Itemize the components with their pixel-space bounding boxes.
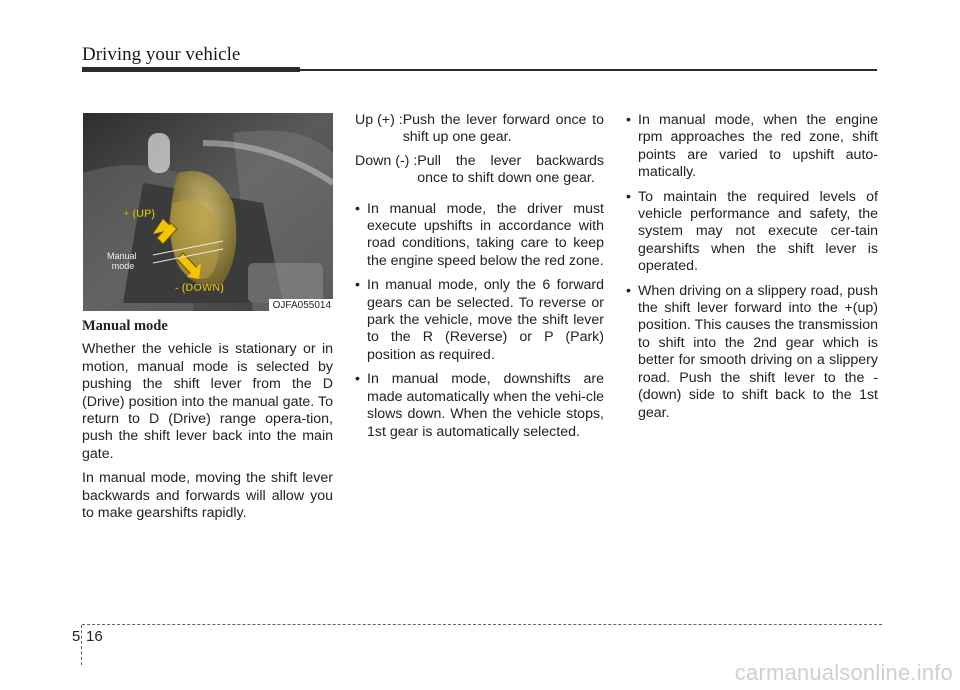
bullet-list (626, 112, 878, 422)
definition-term: Down (-) : (355, 152, 418, 169)
footer-rule (82, 624, 882, 625)
definition-down (355, 153, 604, 188)
list-item: • In manual mode, only the 6 forward gears can be selected. To reverse or park the vehicle, move the shift lever to the R (Reverse) or P (Park) position as required. (355, 277, 604, 364)
header-rule-thick (82, 67, 300, 72)
list-item: • When driving on a slippery road, push the shift lever forward into the +(up) position. This causes the transmission to shift into the 2nd gear which is better for smooth driving on a slippery road. Push the shift lever to the -(down) side to shift back to the 1st gear. (626, 283, 878, 422)
column-3 (626, 112, 878, 429)
definition-term: Up (+) : (355, 112, 403, 128)
section-title: Manual mode (82, 318, 168, 334)
column-1 (82, 318, 333, 529)
paragraph: Whether the vehicle is stationary or in motion, manual mode is selected by pushing the shift lever from the D (Drive) position into the manual gate. To return to D (Drive) range opera-tion, push the shift lever back into the main gate. (82, 341, 333, 462)
up-label: + (UP) (123, 208, 156, 220)
header-rule-thin (300, 69, 877, 71)
manual-mode-label: Manual mode (106, 251, 137, 271)
list-item: • In manual mode, when the engine rpm approaches the red zone, shift points are varied to upshift auto-matically. (626, 112, 878, 182)
list-item: • To maintain the required levels of vehicle performance and safety, the system may not execute cer-tain gearshifts when the shift lever is operated. (626, 189, 878, 276)
watermark: carmanualsonline.info (734, 660, 953, 685)
gear-shift-figure (83, 113, 333, 311)
page-header-title: Driving your vehicle (82, 44, 241, 65)
gear-shift-illustration (83, 113, 333, 311)
definition-text: Push the lever forward once to shift up one gear. (402, 112, 604, 146)
footer-divider (81, 625, 82, 665)
page-number: 16 (86, 628, 103, 645)
figure-code: OJFA055014 (269, 299, 333, 311)
chapter-number: 5 (72, 628, 81, 645)
column-2 (355, 112, 604, 448)
list-item: • In manual mode, the driver must execute upshifts in accordance with road conditions, taking care to keep the engine speed below the red zone. (355, 201, 604, 271)
down-label: - (DOWN) (175, 282, 224, 294)
definition-up (355, 112, 604, 147)
bullet-list (355, 201, 604, 441)
definition-text: Pull the lever backwards once to shift down one gear. (417, 152, 604, 187)
list-item: • In manual mode, downshifts are made automatically when the vehi-cle slows down. When the vehicle stops, 1st gear is automatically selected. (355, 371, 604, 441)
paragraph: In manual mode, moving the shift lever backwards and forwards will allow you to make gearshifts rapidly. (82, 470, 333, 522)
